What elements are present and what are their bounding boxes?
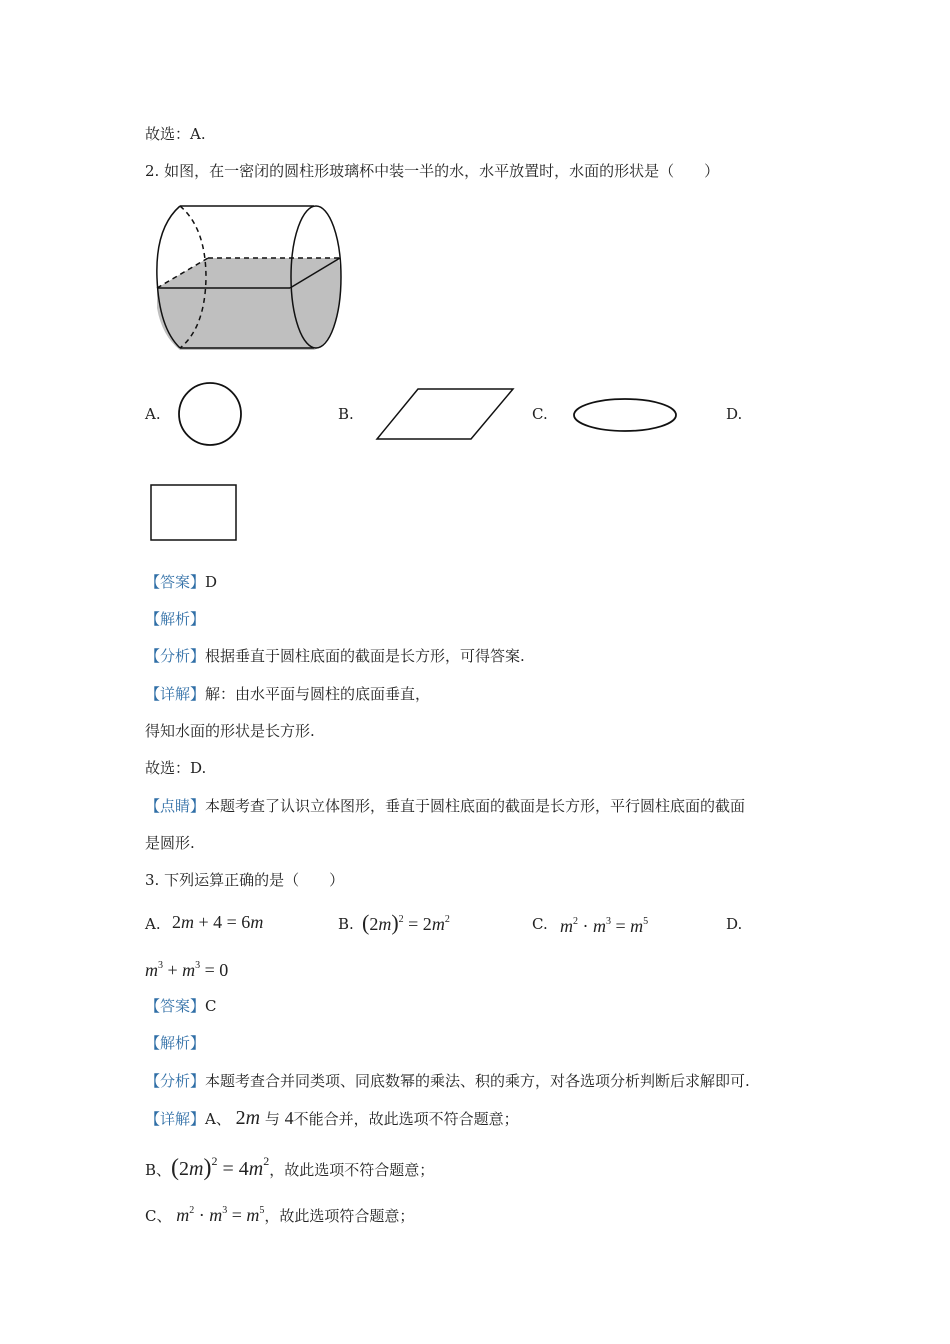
cylinder-figure — [150, 198, 350, 354]
option-d-label: D. — [726, 405, 743, 423]
q3-option-b-label: B. — [338, 915, 354, 933]
option-b-label: B. — [338, 405, 354, 423]
option-a-circle — [176, 380, 244, 448]
text-line: 是圆形. — [145, 834, 195, 852]
xiangjie2-line-a: 【详解】A、 2m 与 4不能合并，故此选项不符合题意； — [145, 1107, 519, 1129]
xiangjie-line: 【详解】解：由水平面与圆柱的底面垂直， — [145, 685, 431, 703]
answer2-line: 【答案】C — [145, 997, 217, 1015]
q3-option-c-formula: $m^2 \cdot m^3 = m^5$ — [560, 916, 649, 936]
option-a-label: A. — [145, 405, 161, 423]
q3-option-b-formula: $(2m)^2 = 2m^2$ — [362, 910, 450, 935]
option-d-rectangle — [148, 482, 240, 544]
text-line: 故选：D. — [145, 759, 207, 777]
text-line: 故选：A. — [145, 125, 206, 143]
option-c-label: C. — [532, 405, 548, 423]
text-line: 得知水面的形状是长方形. — [145, 722, 315, 740]
xiangjie2-line-c: C、 $m^2 \cdot m^3 = m^5$，故此选项符合题意； — [145, 1205, 415, 1225]
question-3: 3. 下列运算正确的是（ ） — [145, 871, 345, 889]
q3-option-d-label: D. — [726, 915, 743, 933]
fenxi-line: 【分析】根据垂直于圆柱底面的截面是长方形，可得答案. — [145, 647, 525, 665]
xiangjie2-line-b: B、$(2m)^2 = 4m^2$，故此选项不符合题意； — [145, 1154, 435, 1181]
q3-option-d-formula: $m^3 + m^3 = 0$ — [145, 960, 229, 980]
option-b-parallelogram — [374, 386, 516, 442]
option-c-ellipse — [570, 396, 680, 434]
q3-option-a-label: A. — [145, 915, 161, 933]
analysis-heading: 【解析】 — [145, 610, 206, 628]
fenxi2-line: 【分析】本题考查合并同类项、同底数幂的乘法、积的乘方，对各选项分析判断后求解即可. — [145, 1072, 750, 1090]
q3-option-c-label: C. — [532, 915, 548, 933]
answer-line: 【答案】D — [145, 573, 218, 591]
q3-option-a-formula: 2m + 4 = 6m — [172, 912, 264, 932]
dianjing-line: 【点睛】本题考查了认识立体图形，垂直于圆柱底面的截面是长方形，平行圆柱底面的截面 — [145, 797, 746, 815]
question-2: 2. 如图，在一密闭的圆柱形玻璃杯中装一半的水，水平放置时，水面的形状是（ ） — [145, 162, 720, 180]
analysis2-heading: 【解析】 — [145, 1034, 206, 1052]
